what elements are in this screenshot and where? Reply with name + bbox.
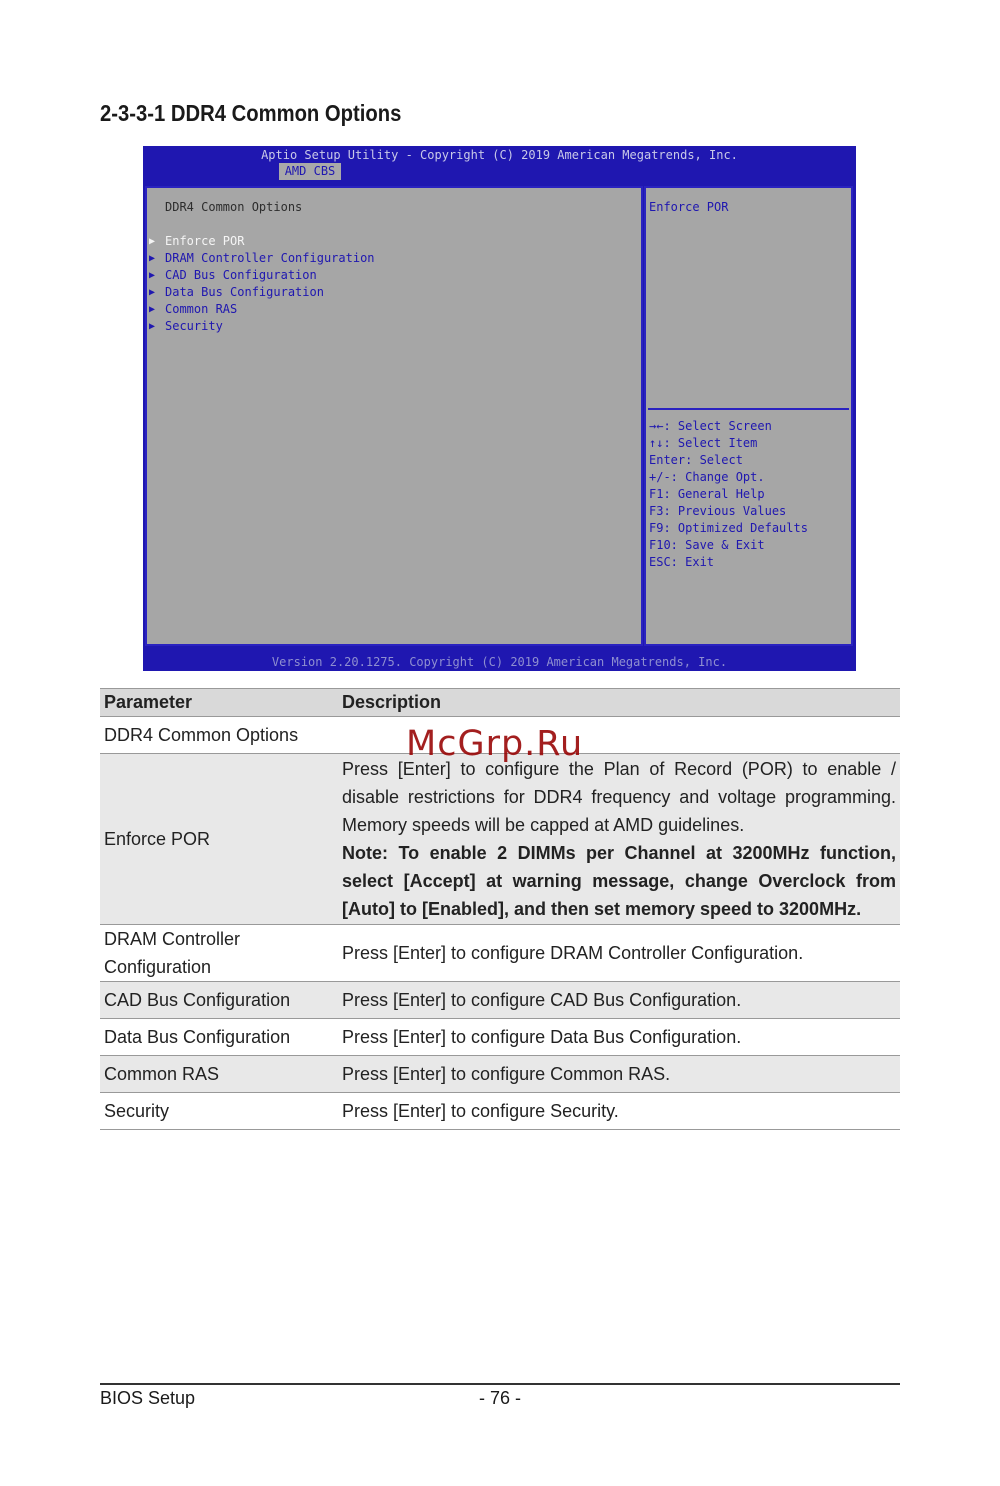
tab-amd-cbs[interactable]: AMD CBS [279,163,341,180]
bios-menu [149,233,375,335]
table-row [100,754,900,925]
submenu-arrow-icon: ▶ [149,236,156,247]
key-hint: ESC: Exit [649,555,715,569]
menu-item-label: DRAM Controller Configuration [165,251,375,265]
menu-item-dram-controller-configuration[interactable] [149,250,375,267]
submenu-arrow-icon: ▶ [149,304,156,315]
bios-footer: Version 2.20.1275. Copyright (C) 2019 American Megatrends, Inc. [271,655,728,669]
table-row [100,1019,900,1056]
submenu-arrow-icon: ▶ [149,287,156,298]
section-title: 2-3-3-1 DDR4 Common Options [100,100,402,126]
menu-item-enforce-por[interactable] [149,233,375,250]
desc-cell: Press [Enter] to configure CAD Bus Configuration. [338,982,900,1019]
key-hint: Enter: Select [649,453,743,467]
bios-header: Aptio Setup Utility - Copyright (C) 2019 American Megatrends, Inc. [261,148,738,162]
menu-item-common-ras[interactable] [149,301,375,318]
menu-item-data-bus-configuration[interactable] [149,284,375,301]
param-cell: Security [100,1093,338,1130]
menu-item-security[interactable] [149,318,375,335]
help-divider [648,408,849,410]
menu-item-label: Data Bus Configuration [165,285,324,299]
table-row [100,982,900,1019]
header-parameter: Parameter [100,689,338,717]
key-hint: +/-: Change Opt. [649,470,765,484]
key-hint: F1: General Help [649,487,765,501]
menu-item-cad-bus-configuration[interactable] [149,267,375,284]
param-cell: DRAM Controller Configuration [100,925,338,982]
page-number: - 76 - [478,1388,521,1408]
desc-cell: Press [Enter] to configure Common RAS. [338,1056,900,1093]
menu-item-label: Security [165,319,223,333]
key-hint: →←: Select Screen [649,419,772,433]
bios-page-title: DDR4 Common Options [165,200,303,214]
help-text: Enforce POR [649,200,729,214]
table-row [100,925,900,982]
header-description: Description [338,689,900,717]
menu-item-label: Enforce POR [165,234,245,248]
footer-section-name: BIOS Setup [100,1388,196,1408]
desc-cell: Press [Enter] to configure Data Bus Configuration. [338,1019,900,1056]
bios-help-panel [644,186,853,646]
submenu-arrow-icon: ▶ [149,270,156,281]
param-cell: DDR4 Common Options [100,717,338,754]
desc-cell: Press [Enter] to configure Security. [338,1093,900,1130]
desc-text: Press [Enter] to configure the Plan of Record (POR) to enable / disable restrictions for DDR4 frequency and voltage programming. Memory speeds will be capped at AMD guidelines. [342,759,896,835]
key-hint: F10: Save & Exit [649,538,765,552]
menu-item-label: Common RAS [165,302,238,316]
menu-item-label: CAD Bus Configuration [165,268,317,282]
key-legend [649,418,808,571]
param-cell: Common RAS [100,1056,338,1093]
param-cell: Enforce POR [100,754,338,925]
submenu-arrow-icon: ▶ [149,321,156,332]
desc-cell [338,754,900,925]
footer-divider [100,1383,900,1385]
bios-screenshot [143,146,856,671]
desc-note: Note: To enable 2 DIMMs per Channel at 3200MHz function, select [Accept] at warning message, change Overclock from [Auto] to [Enabled], and then set memory speed to 3200MHz. [342,843,896,919]
param-cell: Data Bus Configuration [100,1019,338,1056]
table-row [100,1093,900,1130]
param-cell: CAD Bus Configuration [100,982,338,1019]
desc-cell: Press [Enter] to configure DRAM Controller Configuration. [338,925,900,982]
key-hint: ↑↓: Select Item [649,436,758,450]
table-row [100,1056,900,1093]
key-hint: F9: Optimized Defaults [649,521,808,535]
watermark: McGrp.Ru [406,724,584,764]
submenu-arrow-icon: ▶ [149,253,156,264]
bios-main-panel [145,186,643,646]
key-hint: F3: Previous Values [649,504,787,518]
